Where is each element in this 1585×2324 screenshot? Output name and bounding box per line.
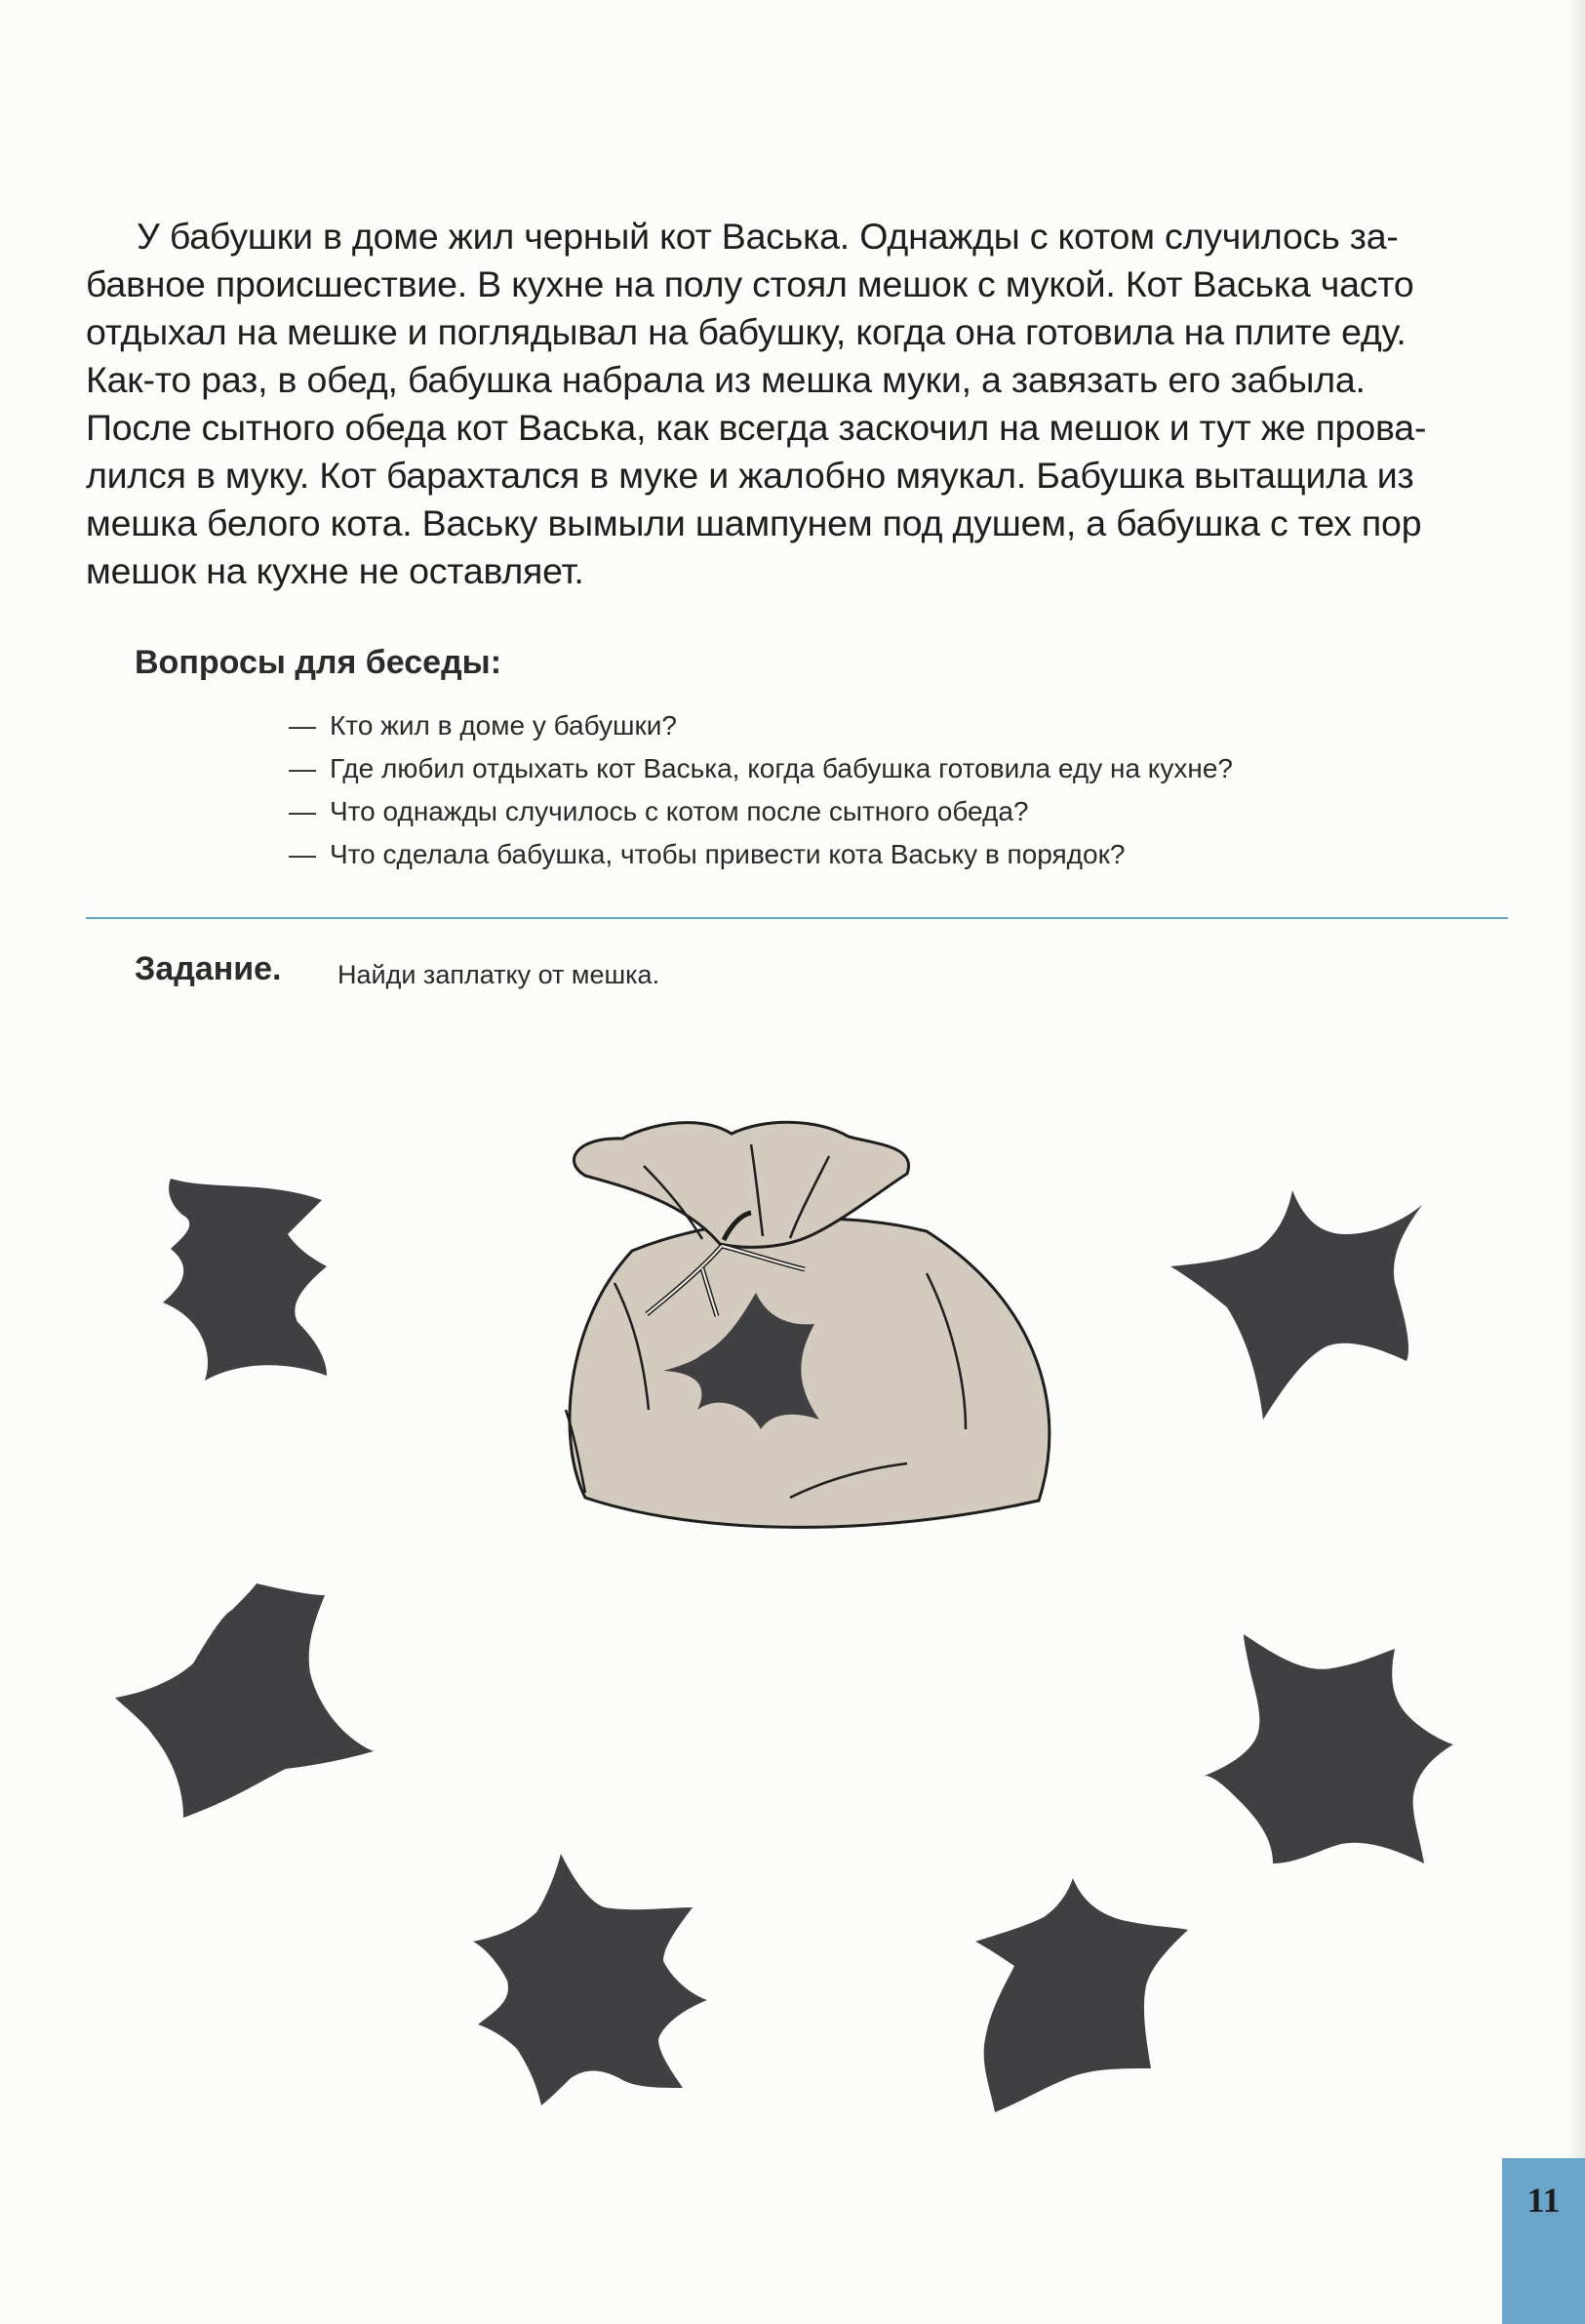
story-line: мешка белого кота. Ваську вымыли шампунем под душем, а бабушка с тех пор	[86, 502, 1422, 543]
question-text: Что сделала бабушка, чтобы привести кота Ваську в порядок?	[330, 839, 1126, 869]
flour-sack-illustration	[507, 1117, 1073, 1546]
patch-option-1[interactable]	[141, 1171, 337, 1385]
task-instruction: Найди заплатку от мешка.	[337, 960, 660, 989]
patch-option-6[interactable]	[975, 1873, 1190, 2117]
question-dash: —	[289, 753, 316, 783]
story-line: У бабушки в доме жил черный кот Васька. Однажды с котом случилось за-	[137, 216, 1399, 257]
question-item	[289, 833, 1233, 876]
questions-list	[289, 704, 1233, 876]
patch-option-5[interactable]	[473, 1854, 717, 2107]
patch-option-3[interactable]	[115, 1576, 378, 1829]
story-line: мешок на кухне не оставляет.	[86, 550, 584, 591]
questions-heading: Вопросы для беседы:	[135, 644, 502, 681]
patch-option-2[interactable]	[1170, 1181, 1424, 1424]
question-dash: —	[289, 796, 316, 826]
question-text: Кто жил в доме у бабушки?	[330, 710, 677, 741]
story-line: бавное происшествие. В кухне на полу стоял мешок с мукой. Кот Васька часто	[86, 263, 1414, 304]
question-item	[289, 704, 1233, 747]
page-edge-shadow	[1567, 0, 1585, 2324]
sack-body	[570, 1219, 1050, 1528]
story-line: Как-то раз, в обед, бабушка набрала из мешка муки, а завязать его забыла.	[86, 359, 1366, 400]
question-item	[289, 747, 1233, 790]
question-dash: —	[289, 839, 316, 869]
patch-shape	[163, 1179, 327, 1381]
story-line: отдыхал на мешке и поглядывал на бабушку, когда она готовила на плите еду.	[86, 311, 1407, 352]
patch-option-4[interactable]	[1205, 1629, 1458, 1873]
question-item	[289, 790, 1233, 833]
patch-shape	[473, 1854, 707, 2105]
story-line: лился в муку. Кот барахтался в муке и жалобно мяукал. Бабушка вытащила из	[86, 455, 1414, 496]
story-text	[86, 213, 1512, 595]
patch-shape	[1205, 1634, 1453, 1863]
section-divider	[86, 917, 1508, 919]
question-dash: —	[289, 710, 316, 741]
patch-shape	[1170, 1190, 1422, 1420]
question-text: Где любил отдыхать кот Васька, когда бабушка готовила еду на кухне?	[330, 753, 1233, 783]
task-label: Задание.	[135, 950, 282, 987]
page-number: 11	[1526, 2181, 1561, 2220]
story-line: После сытного обеда кот Васька, как всегда заскочил на мешок и тут же прова-	[86, 407, 1427, 448]
patch-shape	[115, 1583, 374, 1818]
question-text: Что однажды случилось с котом после сытного обеда?	[330, 796, 1029, 826]
page-number-tab	[1502, 2158, 1585, 2324]
patch-shape	[975, 1878, 1188, 2112]
